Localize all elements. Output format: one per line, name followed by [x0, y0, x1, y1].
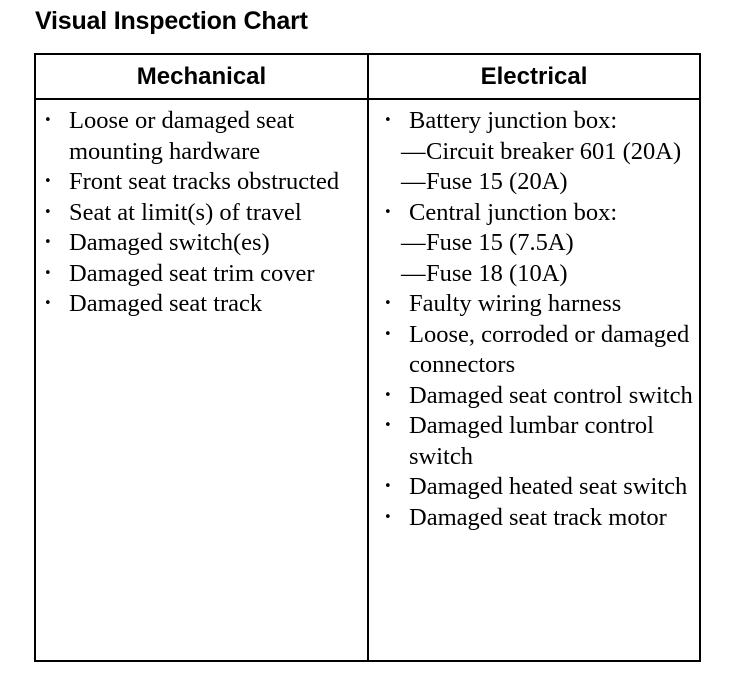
electrical-sub-item-text: Fuse 15 (7.5A)	[426, 229, 574, 256]
mechanical-list-item	[44, 106, 364, 167]
electrical-sub-item	[384, 137, 702, 168]
electrical-item-text: Faulty wiring harness	[409, 290, 622, 317]
electrical-sub-item-text: Circuit breaker 601 (20A)	[426, 137, 682, 165]
mechanical-item-text: Front seat tracks obstructed	[69, 168, 340, 195]
bullet-icon: •	[44, 265, 52, 281]
bullet-icon: •	[44, 204, 52, 220]
electrical-sub-item	[384, 228, 702, 259]
mechanical-list-item	[44, 289, 364, 320]
electrical-list-item	[384, 503, 702, 534]
mechanical-item-text: Damaged seat trim cover	[69, 259, 315, 287]
bullet-icon: •	[384, 113, 392, 128]
electrical-sub-item	[384, 259, 702, 290]
bullet-icon: •	[44, 235, 52, 250]
electrical-list-item	[384, 320, 702, 381]
dash-icon: —	[401, 229, 426, 256]
bullet-icon: •	[384, 418, 392, 433]
bullet-icon: •	[384, 387, 392, 403]
dash-icon: —	[401, 168, 426, 195]
electrical-column	[384, 106, 702, 533]
electrical-item-text: Damaged lumbar control switch	[409, 412, 654, 470]
mechanical-list-item	[44, 167, 364, 198]
mechanical-item-text: Loose or damaged seat mounting hardware	[69, 107, 295, 165]
electrical-sub-item-text: Fuse 18 (10A)	[426, 259, 568, 287]
chart-title: Visual Inspection Chart	[35, 7, 308, 35]
bullet-icon: •	[384, 479, 392, 494]
dash-icon: —	[401, 259, 426, 287]
electrical-item-text: Central junction box:	[409, 198, 618, 226]
inspection-table	[34, 53, 701, 662]
electrical-list-item	[384, 198, 702, 229]
electrical-list-item	[384, 411, 702, 472]
electrical-list-item	[384, 289, 702, 320]
electrical-sub-item-text: Fuse 15 (20A)	[426, 168, 568, 195]
bullet-icon: •	[384, 204, 392, 220]
mechanical-column-header: Mechanical	[136, 63, 267, 90]
bullet-icon: •	[384, 509, 392, 525]
mechanical-list-item	[44, 198, 364, 229]
electrical-item-text: Loose, corroded or damaged connectors	[409, 320, 690, 378]
mechanical-item-text: Damaged seat track	[69, 290, 263, 317]
mechanical-column	[44, 106, 364, 320]
electrical-list-item	[384, 472, 702, 503]
bullet-icon: •	[44, 296, 52, 311]
mechanical-list-item	[44, 259, 364, 290]
electrical-list-item	[384, 381, 702, 412]
electrical-item-text: Damaged seat track motor	[409, 503, 667, 531]
dash-icon: —	[401, 137, 426, 165]
electrical-column-header: Electrical	[480, 63, 588, 90]
column-divider	[367, 55, 369, 660]
electrical-sub-item	[384, 167, 702, 198]
bullet-icon: •	[384, 296, 392, 311]
electrical-item-text: Damaged seat control switch	[409, 381, 693, 409]
mechanical-item-text: Damaged switch(es)	[69, 229, 270, 256]
bullet-icon: •	[384, 326, 392, 342]
electrical-list-item	[384, 106, 702, 137]
mechanical-item-text: Seat at limit(s) of travel	[69, 198, 302, 226]
bullet-icon: •	[44, 113, 52, 128]
mechanical-list-item	[44, 228, 364, 259]
electrical-item-text: Battery junction box:	[409, 107, 618, 134]
bullet-icon: •	[44, 174, 52, 189]
electrical-item-text: Damaged heated seat switch	[409, 473, 688, 500]
